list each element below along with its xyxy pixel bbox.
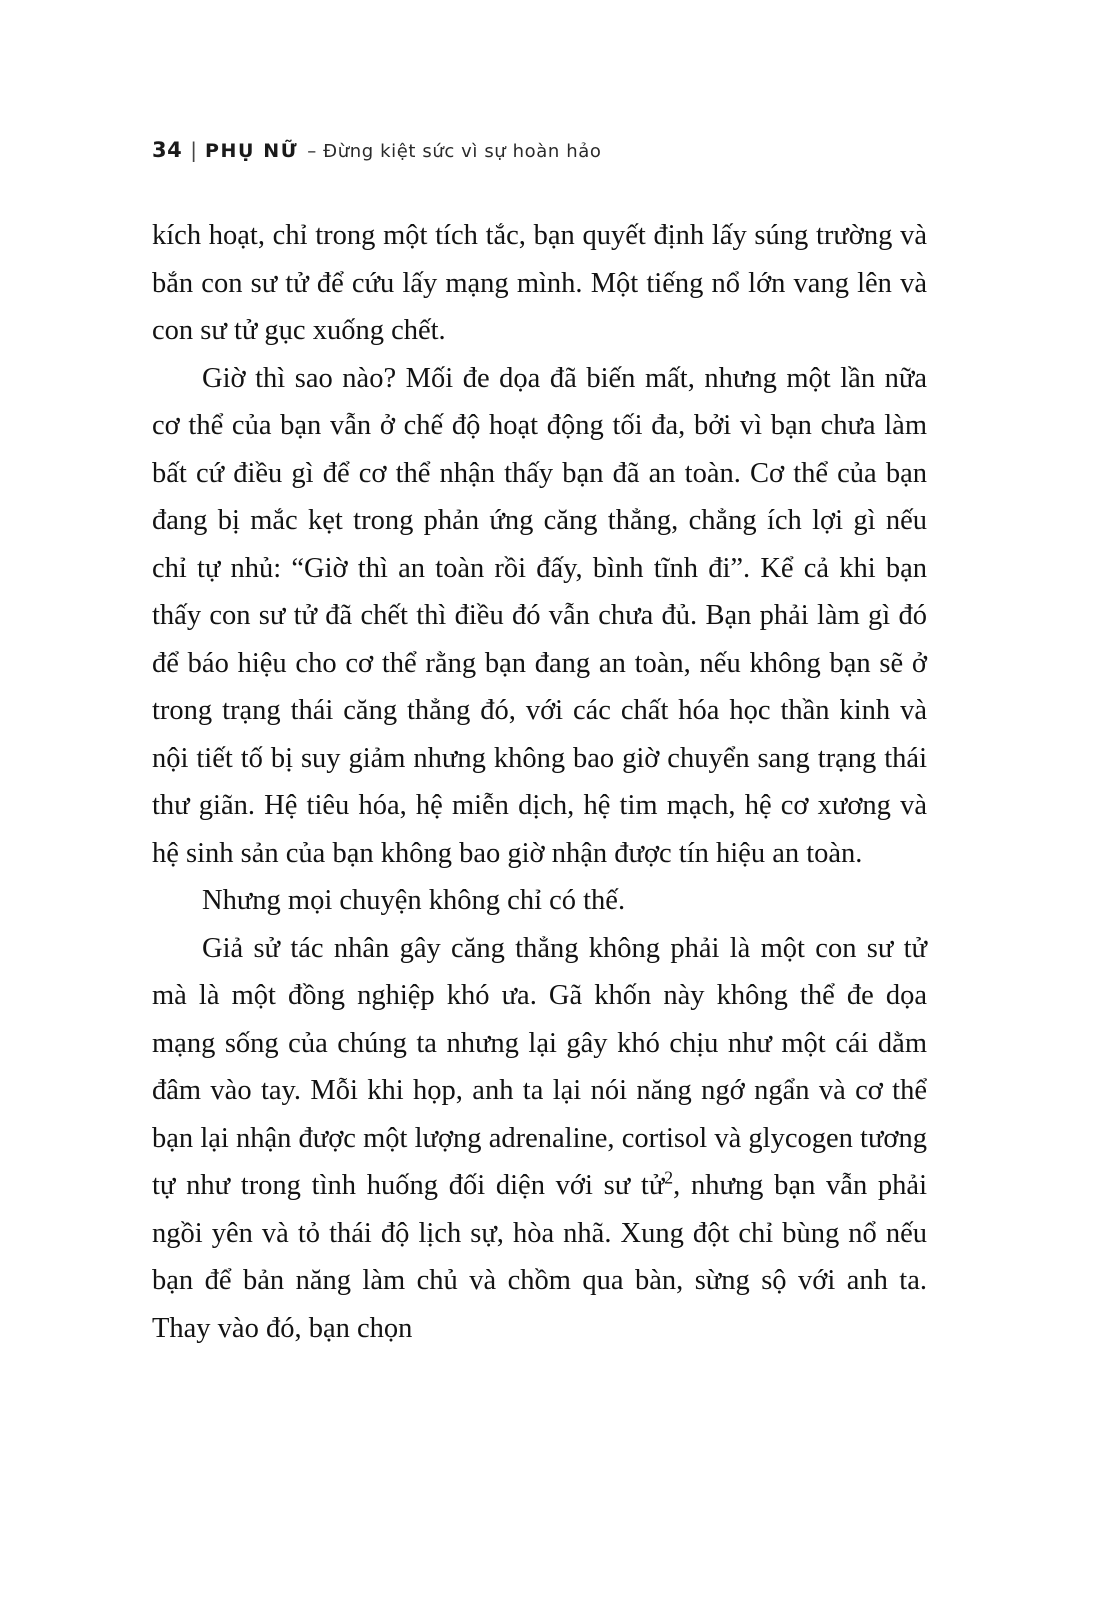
page-body [152,212,927,1352]
paragraph-4 [152,925,927,1353]
header-separator: | [190,138,197,162]
paragraph-4-text-before-footnote: Giả sử tác nhân gây căng thẳng không phải là một con sư tử mà là một đồng nghiệp khó ưa. Gã khốn này không thể đe dọa mạng sống của chúng ta nhưng lại gây khó chịu như một cái dằm đâm vào tay. Mỗi khi họp, anh ta lại nói năng ngớ ngẩn và cơ thể bạn lại nhận được một lượng adrenaline, cortisol và glycogen tương tự như trong tình huống đối diện với sư tử [152,932,927,1201]
book-subtitle: – Đừng kiệt sức vì sự hoàn hảo [307,141,602,162]
paragraph-2: Giờ thì sao nào? Mối đe dọa đã biến mất, nhưng một lần nữa cơ thể của bạn vẫn ở chế độ hoạt động tối đa, bởi vì bạn chưa làm bất cứ điều gì để cơ thể nhận thấy bạn đã an toàn. Cơ thể của bạn đang bị mắc kẹt trong phản ứng căng thẳng, chẳng ích lợi gì nếu chỉ tự nhủ: “Giờ thì an toàn rồi đấy, bình tĩnh đi”. Kể cả khi bạn thấy con sư tử đã chết thì điều đó vẫn chưa đủ. Bạn phải làm gì đó để báo hiệu cho cơ thể rằng bạn đang an toàn, nếu không bạn sẽ ở trong trạng thái căng thẳng đó, với các chất hóa học thần kinh và nội tiết tố bị suy giảm nhưng không bao giờ chuyển sang trạng thái thư giãn. Hệ tiêu hóa, hệ miễn dịch, hệ tim mạch, hệ cơ xương và hệ sinh sản của bạn không bao giờ nhận được tín hiệu an toàn. [152,362,927,869]
page-header [152,138,952,168]
paragraph-4-text-after-footnote: , nhưng bạn vẫn phải ngồi yên và tỏ thái độ lịch sự, hòa nhã. Xung đột chỉ bùng nổ nếu bạn để bản năng làm chủ và chồm qua bàn, sừng sộ với anh ta. Thay vào đó, bạn chọn [152,1170,927,1344]
paragraph-3: Nhưng mọi chuyện không chỉ có thế. [202,885,626,916]
footnote-marker: 2 [664,1167,674,1188]
page-number: 34 [152,138,183,162]
book-title: PHỤ NỮ [204,140,299,162]
paragraph-1: kích hoạt, chỉ trong một tích tắc, bạn quyết định lấy súng trường và bắn con sư tử để cứu lấy mạng mình. Một tiếng nổ lớn vang lên và con sư tử gục xuống chết. [152,220,927,346]
